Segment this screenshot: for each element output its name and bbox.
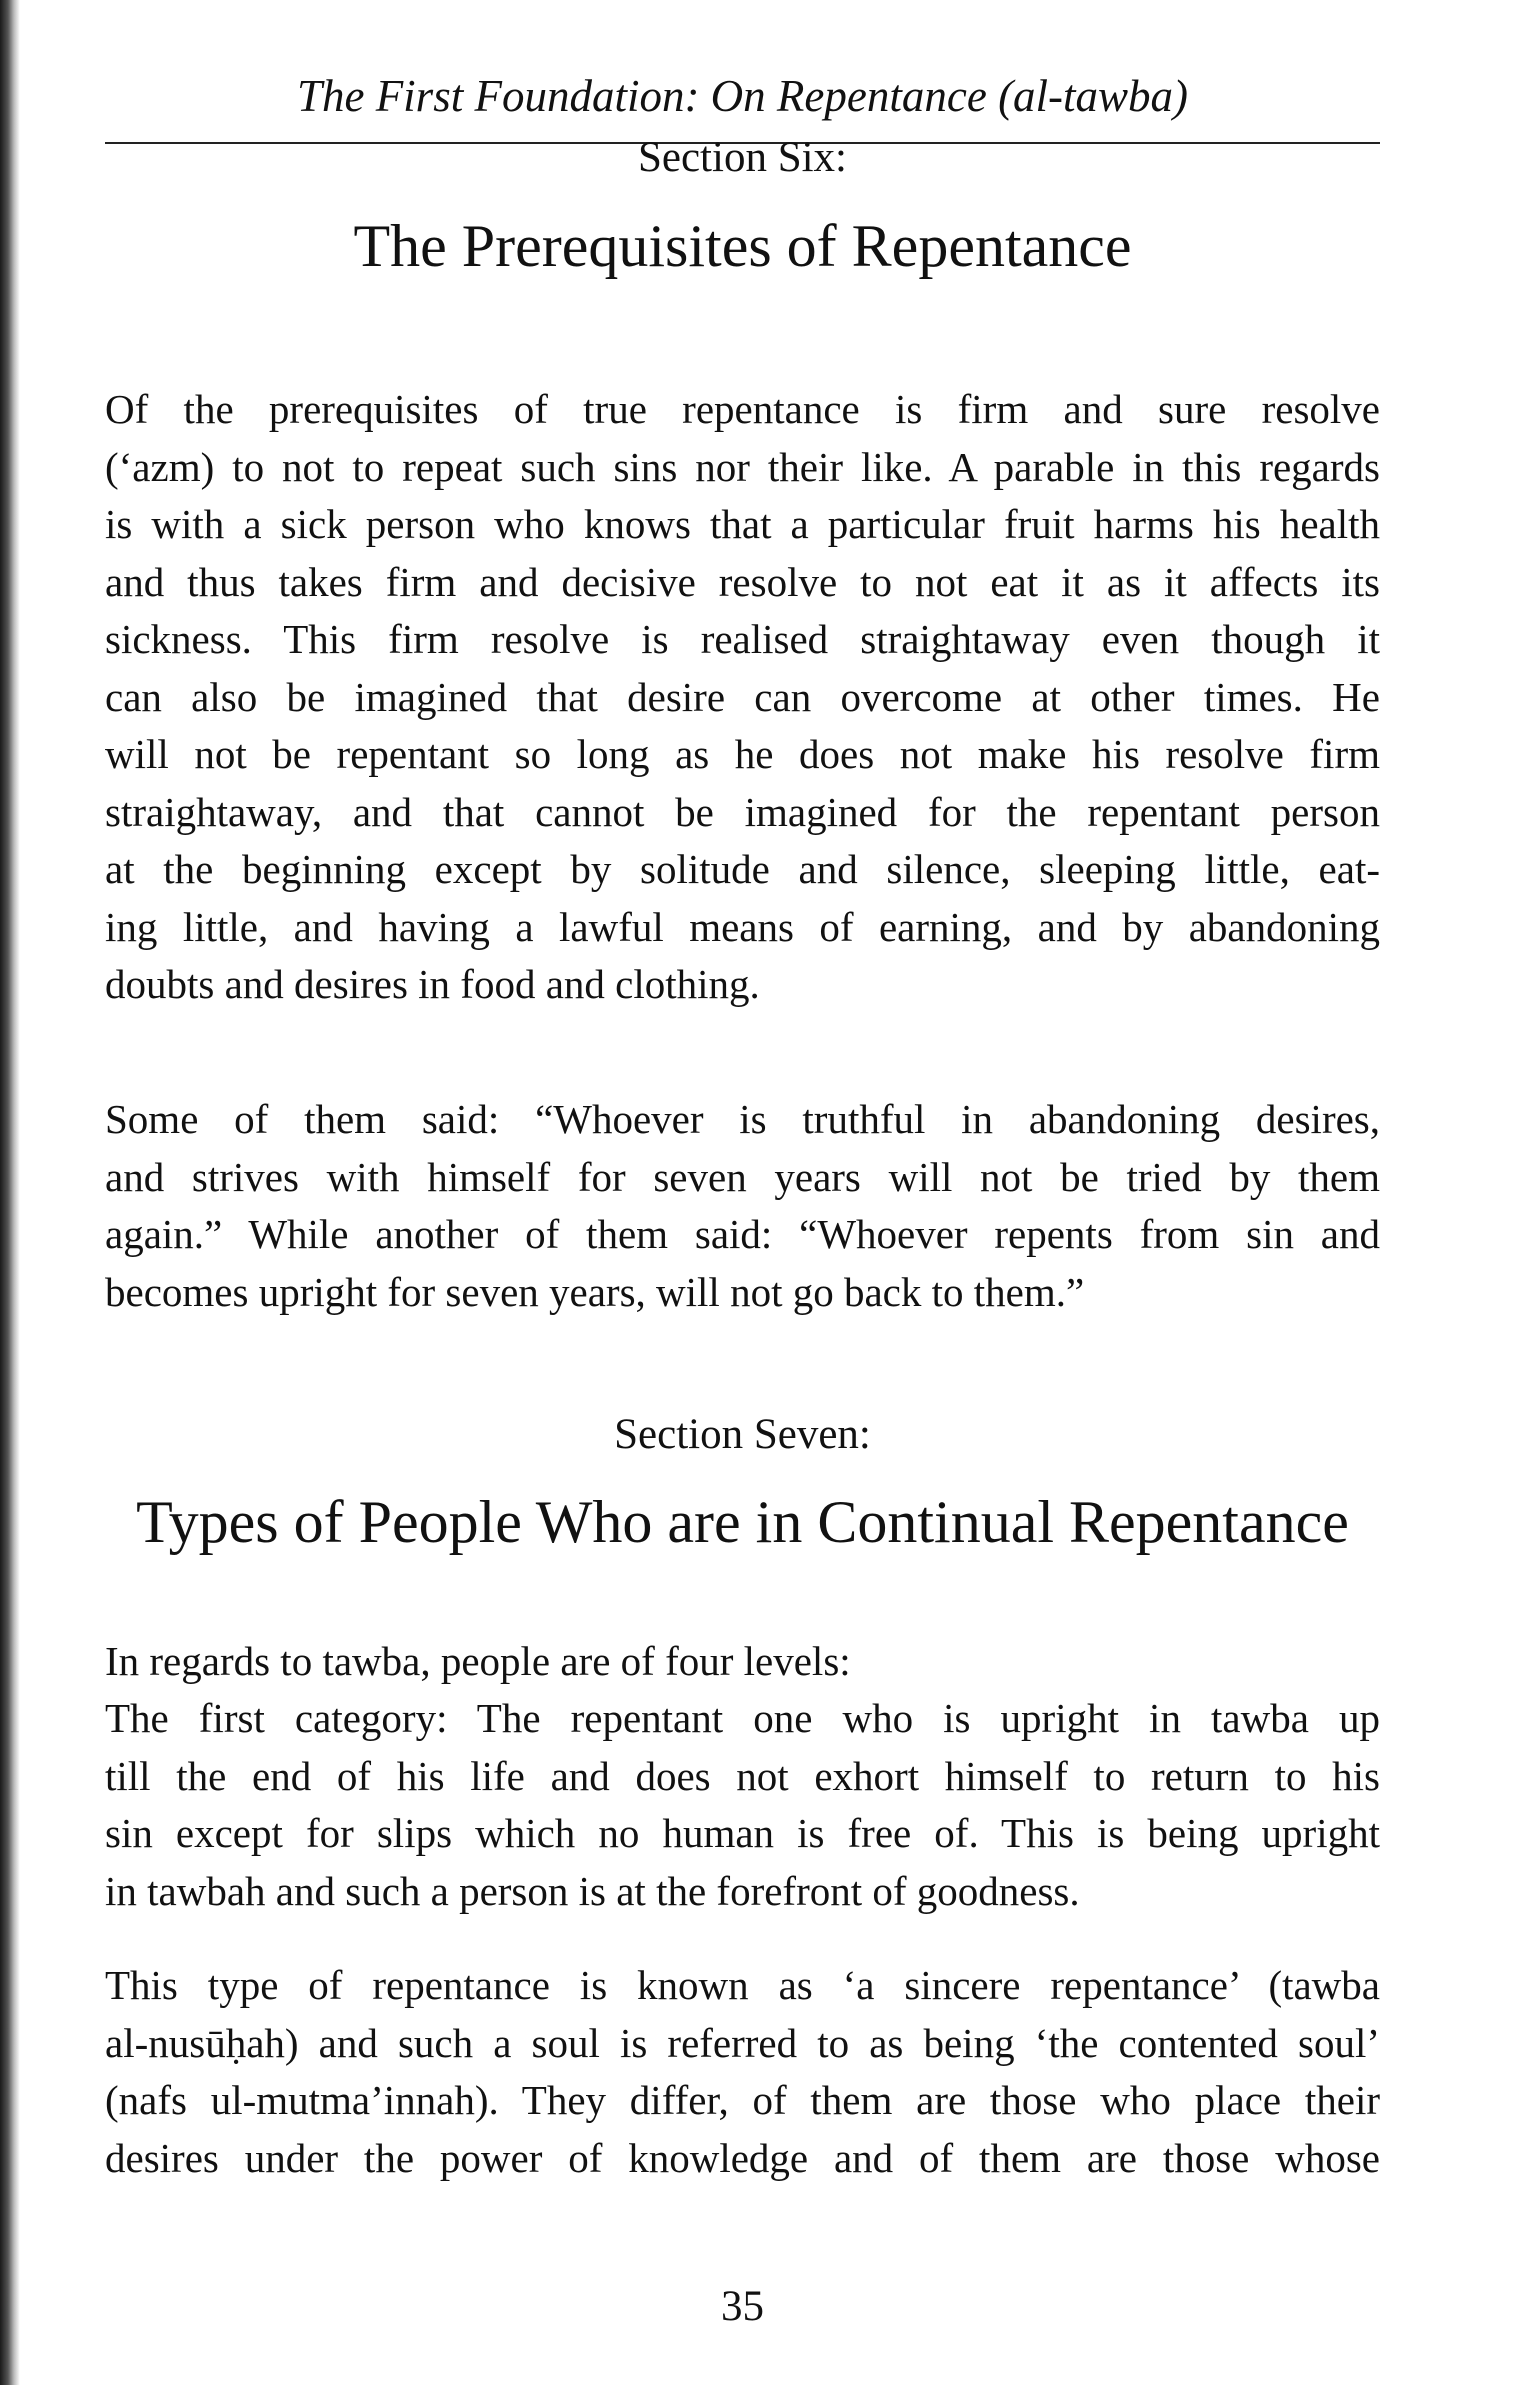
section-six-label: Section Six:	[637, 134, 848, 181]
text-line: Some of them said: “Whoever is truthful in abandoning desires,	[105, 1096, 1380, 1142]
section-seven-paragraph-2	[105, 1957, 1380, 2187]
text-line: till the end of his life and does not exhort himself to return to his	[105, 1752, 1380, 1799]
text-line: (nafs ul-mutma’innah). They differ, of them are those who place their	[105, 2077, 1380, 2123]
text-line: and thus takes firm and decisive resolve to not eat it as it affects its	[105, 558, 1380, 605]
text-line: This type of repentance is known as ‘a sincere repentance’ (tawba	[105, 1962, 1380, 2008]
text-line: ing little, and having a lawful means of earning, and by abandoning	[105, 903, 1380, 950]
text-line: The first category: The repentant one who is upright in tawba up	[105, 1695, 1380, 1741]
text-line: doubts and desires in food and clothing.	[105, 961, 760, 1007]
section-seven-intro	[105, 1633, 1380, 1691]
book-spine-shadow	[0, 0, 20, 2385]
text-line: becomes upright for seven years, will not go back to them.”	[105, 1268, 1085, 1315]
text-line: In regards to tawba, people are of four levels:	[105, 1638, 851, 1684]
text-line: desires under the power of knowledge and of them are those whose	[105, 2134, 1380, 2181]
text-line: will not be repentant so long as he does not make his resolve firm	[105, 731, 1380, 777]
text-line: straightaway, and that cannot be imagined for the repentant person	[105, 788, 1380, 835]
text-line: and strives with himself for seven years will not be tried by them	[105, 1153, 1380, 1200]
text-line: sin except for slips which no human is free of. This is being upright	[105, 1810, 1380, 1856]
book-page	[105, 0, 1380, 2385]
section-seven-title: Types of People Who are in Continual Repentance	[136, 1489, 1349, 1555]
section-six-paragraph-2	[105, 1091, 1380, 1321]
text-line: (‘azm) to not to repeat such sins nor their like. A parable in this regards	[105, 443, 1380, 490]
text-line: at the beginning except by solitude and silence, sleeping little, eat-	[105, 846, 1380, 892]
page-number: 35	[721, 2283, 764, 2330]
text-line: can also be imagined that desire can overcome at other times. He	[105, 673, 1380, 720]
text-line: in tawbah and such a person is at the forefront of goodness.	[105, 1867, 1080, 1914]
text-line: is with a sick person who knows that a particular fruit harms his health	[105, 501, 1380, 547]
running-head: The First Foundation: On Repentance (al-tawba)	[296, 71, 1189, 121]
section-seven-paragraph-1	[105, 1690, 1380, 1920]
text-line: sickness. This firm resolve is realised straightaway even though it	[105, 616, 1380, 662]
text-line: again.” While another of them said: “Whoever repents from sin and	[105, 1211, 1380, 1257]
section-six-paragraph-1	[105, 381, 1380, 1014]
section-six-title: The Prerequisites of Repentance	[353, 213, 1132, 279]
text-line: Of the prerequisites of true repentance is firm and sure resolve	[105, 386, 1380, 432]
text-line: al-nusūḥah) and such a soul is referred to as being ‘the contented soul’	[105, 2019, 1380, 2066]
section-seven-label: Section Seven:	[614, 1411, 871, 1458]
